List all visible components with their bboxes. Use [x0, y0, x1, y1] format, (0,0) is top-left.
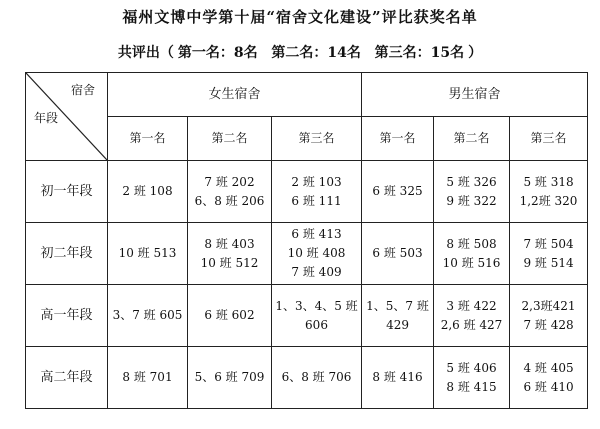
award-cell: [108, 223, 188, 285]
award-entry: 5 班 318: [523, 174, 574, 189]
award-cell: [108, 347, 188, 409]
award-cell: [188, 285, 272, 347]
award-entry: 4 班 405: [523, 360, 574, 375]
award-cell: [272, 285, 362, 347]
award-entry: 5、6 班 709: [194, 370, 265, 384]
award-cell: [510, 347, 588, 409]
table-row: [26, 223, 588, 285]
grade-cell: 初一年段: [26, 161, 108, 223]
award-cell: [434, 223, 510, 285]
award-entry: 3、7 班 605: [112, 308, 183, 322]
award-entry: 7 班 202: [204, 174, 255, 189]
award-cell: [188, 161, 272, 223]
award-cell: [510, 223, 588, 285]
summary-third: 第三名：15名: [374, 45, 465, 61]
award-entry: 429: [386, 317, 409, 332]
award-entry: 6 班 413: [291, 227, 342, 241]
award-entry: 6 班 503: [372, 246, 423, 260]
award-entry: 6 班 111: [291, 193, 342, 208]
summary-prefix: 共评出（: [117, 45, 174, 61]
rank-header-cell: 第一名: [362, 117, 434, 161]
award-entry: 2 班 108: [122, 184, 173, 198]
award-entry: 2,6 班 427: [440, 317, 503, 332]
header-row-ranks: [26, 117, 588, 161]
male-dorm-header: 男生宿舍: [362, 73, 588, 117]
award-entry: 6、8 班 206: [194, 193, 265, 208]
rank-header-cell: 第二名: [434, 117, 510, 161]
summary-second: 第二名：14名: [271, 45, 361, 61]
award-entry: 5 班 406: [446, 360, 497, 375]
female-dorm-header: 女生宿舍: [108, 73, 362, 117]
page-title: 福州文博中学第十届“宿舍文化建设”评比获奖名单: [122, 8, 478, 26]
award-entry: 6 班 602: [204, 308, 255, 322]
rank-header-cell: 第一名: [108, 117, 188, 161]
grade-cell: 高一年段: [26, 285, 108, 347]
corner-label-grade: 年段: [34, 111, 59, 125]
award-entry: 6 班 325: [372, 184, 423, 198]
award-cell: [434, 347, 510, 409]
award-entry: 606: [305, 317, 328, 332]
award-cell: [510, 285, 588, 347]
award-cell: [510, 161, 588, 223]
award-cell: [362, 347, 434, 409]
table-row: [26, 161, 588, 223]
award-entry: 8 班 403: [204, 236, 255, 251]
corner-label-dorm: 宿舍: [70, 83, 95, 97]
summary-suffix: ）: [468, 45, 483, 61]
award-cell: [362, 285, 434, 347]
rank-header-cell: 第三名: [510, 117, 588, 161]
rank-header-cell: 第二名: [188, 117, 272, 161]
award-cell: [434, 285, 510, 347]
award-entry: 9 班 322: [446, 193, 497, 208]
table-row: [26, 285, 588, 347]
award-cell: [362, 223, 434, 285]
award-entry: 7 班 428: [523, 317, 574, 332]
award-entry: 7 班 504: [523, 236, 574, 251]
award-entry: 6、8 班 706: [281, 370, 352, 384]
award-entry: 10 班 516: [442, 255, 501, 270]
rank-header-cell: 第三名: [272, 117, 362, 161]
award-entry: 10 班 513: [118, 246, 177, 260]
award-entry: 9 班 514: [523, 255, 574, 270]
award-entry: 3 班 422: [446, 298, 497, 313]
grade-cell: 高二年段: [26, 347, 108, 409]
award-entry: 6 班 410: [523, 379, 574, 394]
award-entry: 8 班 701: [122, 370, 173, 384]
award-cell: [272, 223, 362, 285]
table-row: [26, 347, 588, 409]
award-cell: [188, 347, 272, 409]
award-cell: [434, 161, 510, 223]
award-entry: 7 班 409: [291, 265, 342, 279]
award-entry: 2,3班421: [521, 298, 576, 313]
award-entry: 8 班 508: [446, 236, 497, 251]
award-entry: 10 班 512: [200, 255, 259, 270]
award-cell: [272, 161, 362, 223]
award-summary: [0, 42, 600, 62]
award-entry: 8 班 415: [446, 379, 497, 394]
award-cell: [272, 347, 362, 409]
award-cell: [108, 161, 188, 223]
award-cell: [362, 161, 434, 223]
award-entry: 10 班 408: [287, 246, 346, 260]
award-entry: 2 班 103: [291, 174, 342, 189]
header-row-groups: [26, 73, 588, 117]
award-entry: 1、5、7 班: [366, 298, 429, 313]
corner-header-cell: [26, 73, 108, 161]
award-cell: [188, 223, 272, 285]
award-entry: 5 班 326: [446, 174, 497, 189]
award-table: [25, 72, 588, 409]
award-entry: 1,2班 320: [519, 193, 578, 208]
award-entry: 8 班 416: [372, 370, 423, 384]
grade-cell: 初二年段: [26, 223, 108, 285]
award-entry: 1、3、4、5 班: [275, 298, 358, 313]
summary-first: 第一名：8名: [177, 45, 258, 61]
award-cell: [108, 285, 188, 347]
